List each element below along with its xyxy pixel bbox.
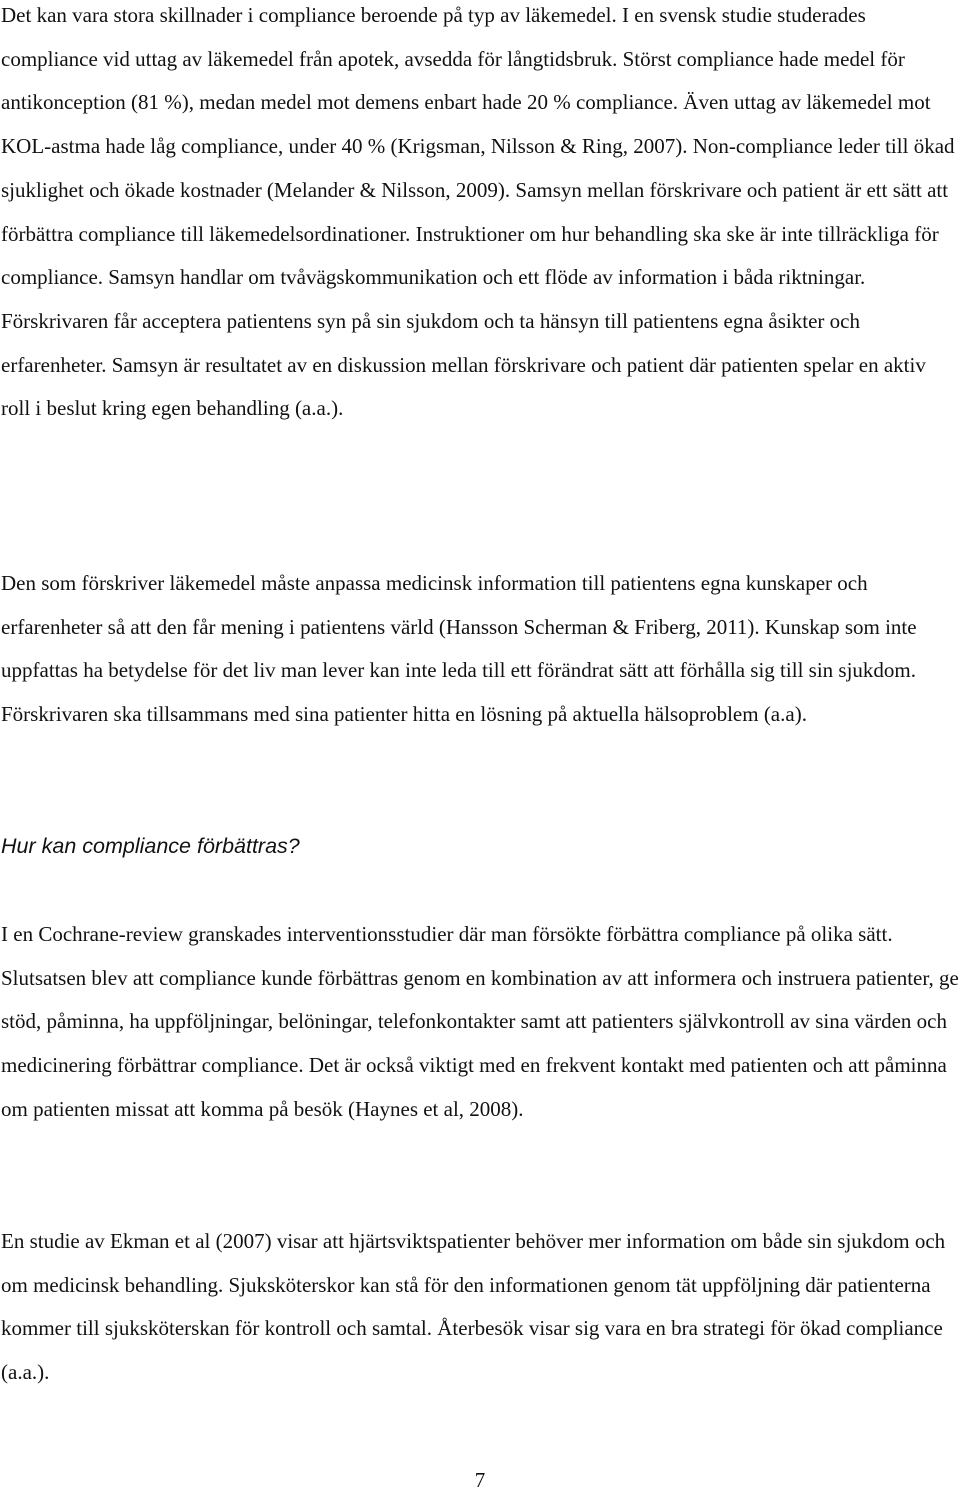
body-paragraph-1: Det kan vara stora skillnader i compliance beroende på typ av läkemedel. I en svensk studie studerades compliance vid uttag av läkemedel från apotek, avsedda för långtidsbruk. Störst compliance hade medel för antikonception (81 %), medan medel mot demens enbart hade 20 % compliance. Även uttag av läkemedel mot KOL-astma hade låg compliance, under 40 % (Krigsman, Nilsson & Ring, 2007). Non-compliance leder till ökad sjuklighet och ökade kostnader (Melander & Nilsson, 2009). Samsyn mellan förskrivare och patient är ett sätt att förbättra compliance till läkemedelsordinationer. Instruktioner om hur behandling ska ske är inte tillräckliga för compliance. Samsyn handlar om tvåvägskommunikation och ett flöde av information i båda riktningar. Förskrivaren får acceptera patientens syn på sin sjukdom och ta hänsyn till patientens egna åsikter och erfarenheter. Samsyn är resultatet av en diskussion mellan förskrivare och patient där patienten spelar en aktiv roll i beslut kring egen behandling (a.a.). [1, 3, 955, 421]
page-number: 7 [474, 1468, 486, 1492]
section-heading: Hur kan compliance förbättras? [1, 834, 300, 858]
body-paragraph-3: I en Cochrane-review granskades interventionsstudier där man försökte förbättra compliance på olika sätt. Slutsatsen blev att compliance kunde förbättras genom en kombination av att informera och instruera patienter, ge stöd, påminna, ha uppföljningar, belöningar, telefonkontakter samt att patienters självkontroll av sina värden och medicinering förbättrar compliance. Det är också viktigt med en frekvent kontakt med patienten och att påminna om patienten missat att komma på besök (Haynes et al, 2008). [1, 922, 959, 1121]
body-paragraph-2: Den som förskriver läkemedel måste anpassa medicinsk information till patientens egna kunskaper och erfarenheter så att den får mening i patientens värld (Hansson Scherman & Friberg, 2011). Kunskap som inte uppfattas ha betydelse för det liv man lever kan inte leda till ett förändrat sätt att förhålla sig till sin sjukdom. Förskrivaren ska tillsammans med sina patienter hitta en lösning på aktuella hälsoproblem (a.a). [1, 571, 917, 727]
body-paragraph-4: En studie av Ekman et al (2007) visar att hjärtsviktspatienter behöver mer information om både sin sjukdom och om medicinsk behandling. Sjuksköterskor kan stå för den informationen genom tät uppföljning där patienterna kommer till sjuksköterskan för kontroll och samtal. Återbesök visar sig vara en bra strategi för ökad compliance (a.a.). [1, 1229, 946, 1385]
